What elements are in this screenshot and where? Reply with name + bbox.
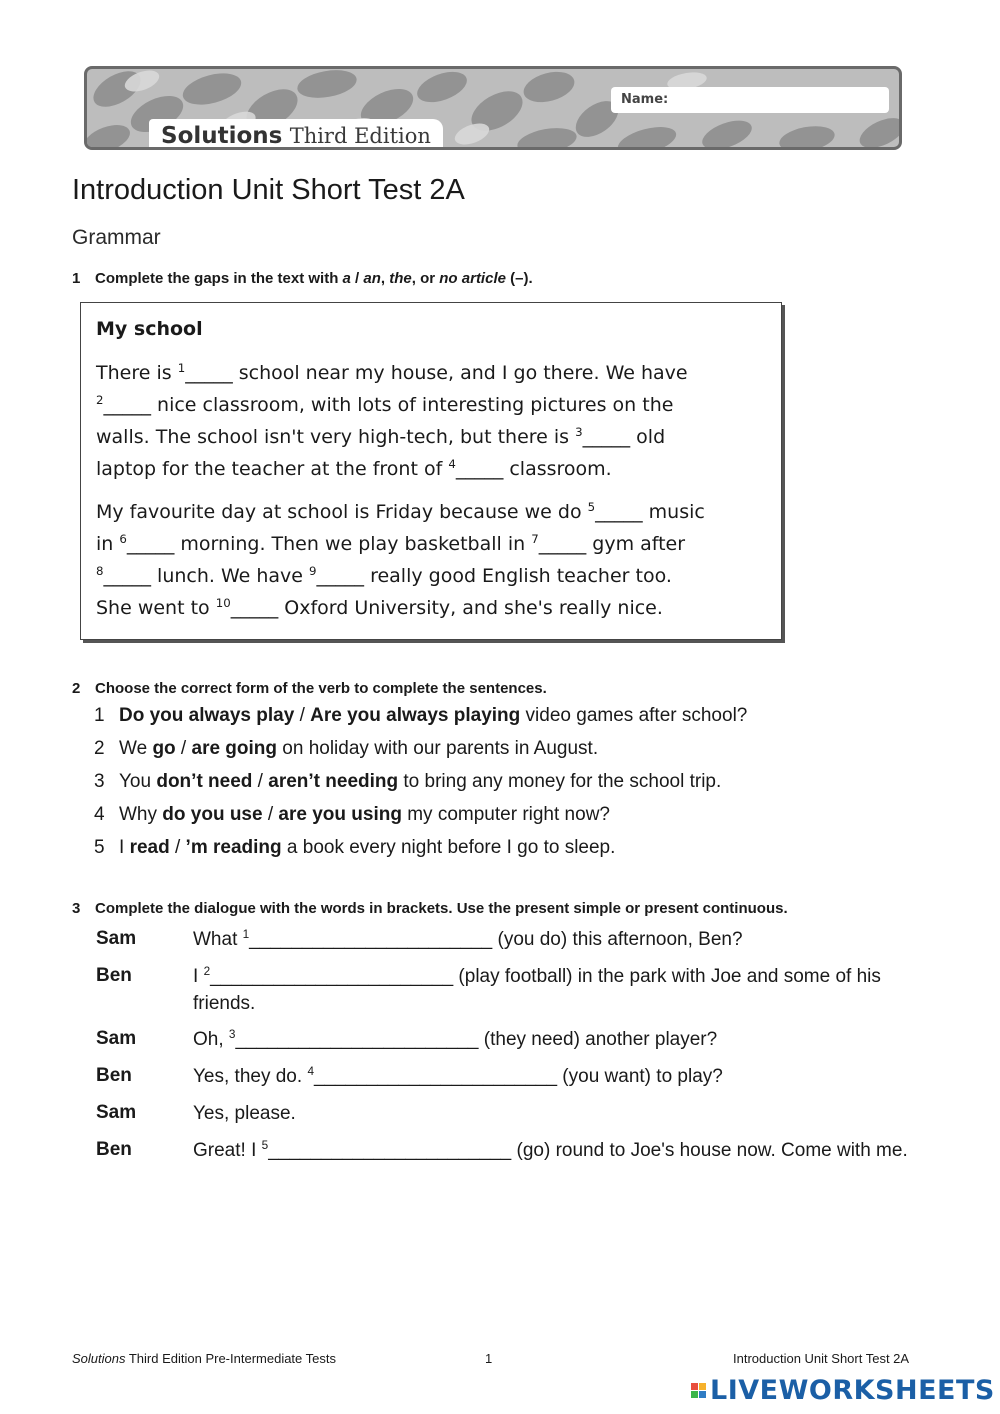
text: video games after school? [520, 705, 748, 726]
instr-part: , [380, 270, 390, 287]
separator: / [169, 837, 186, 858]
passage-line [96, 501, 705, 523]
page-number: 1 [485, 1351, 493, 1366]
footer-series: Solutions [72, 1351, 126, 1366]
text: We [119, 738, 153, 759]
passage-line [96, 458, 612, 480]
text: (you want) to play? [557, 1066, 723, 1087]
gap-number: 1 [177, 360, 186, 375]
speaker-name: Sam [96, 1028, 137, 1049]
text: I [193, 966, 204, 987]
text: my computer right now? [401, 804, 610, 825]
gap-number: 5 [587, 499, 596, 514]
text: _____ school near my house, and I go there. We have [185, 362, 688, 384]
separator: / [294, 705, 311, 726]
item-number: 4 [94, 804, 105, 825]
text: walls. The school isn't very high-tech, but there is [96, 426, 576, 448]
dialogue-line [193, 1026, 923, 1053]
dialogue-line [193, 1137, 923, 1164]
text: _____ morning. Then we play basketball in [126, 533, 532, 555]
exercise-3-instruction [72, 900, 788, 917]
instr-part: / [350, 270, 364, 287]
separator: / [262, 804, 279, 825]
text: _____ really good English teacher too. [316, 565, 672, 587]
text: _____ Oxford University, and she's really nice. [230, 597, 663, 619]
text: What [193, 929, 243, 950]
sentence-item [94, 837, 615, 859]
exercise-number: 1 [72, 270, 81, 287]
header-banner [84, 66, 902, 150]
option-2[interactable]: are going [191, 738, 278, 759]
text: on holiday with our parents in August. [277, 738, 599, 759]
text: Yes, please. [193, 1103, 296, 1124]
instr-part: , or [411, 270, 440, 287]
brand-logo [149, 119, 443, 150]
instr-part: no article [439, 270, 506, 287]
logo-square [691, 1391, 698, 1398]
item-number: 3 [94, 771, 105, 792]
logo-text: LIVEWORKSHEETS [710, 1374, 995, 1406]
text: (go) round to Joe's house now. Come with me. [511, 1140, 908, 1161]
gap-number: 4 [448, 456, 456, 471]
gap-number: 2 [96, 392, 104, 407]
answer-gap[interactable]: _______________________ [313, 1066, 558, 1087]
answer-gap[interactable]: _______________________ [249, 929, 493, 950]
option-1[interactable]: read [129, 837, 170, 858]
name-label: Name: [621, 92, 669, 107]
exercise-1-instruction [72, 270, 533, 287]
answer-gap[interactable]: _______________________ [268, 1140, 512, 1161]
speaker-name: Ben [96, 1065, 132, 1086]
logo-square [691, 1383, 698, 1390]
text: You [119, 771, 157, 792]
item-number: 5 [94, 837, 105, 858]
logo-square [699, 1391, 706, 1398]
text: (you do) this afternoon, Ben? [492, 929, 743, 950]
name-field[interactable] [611, 87, 889, 113]
text: _____ gym after [538, 533, 686, 555]
instruction-text: Complete the dialogue with the words in brackets. Use the present simple or present continuous. [95, 900, 788, 917]
liveworksheets-logo [691, 1376, 995, 1404]
option-2[interactable]: aren’t needing [268, 771, 399, 792]
item-number: 2 [94, 738, 105, 759]
passage-line [96, 533, 685, 555]
exercise-number: 3 [72, 900, 81, 917]
separator: / [175, 738, 192, 759]
text: I [119, 837, 130, 858]
brand-bold: Solutions [161, 123, 283, 149]
gap-number: 9 [309, 563, 317, 578]
instr-part: Complete the gaps in the text with [95, 270, 343, 287]
text: There is [96, 362, 178, 384]
instr-part: a [342, 270, 351, 287]
option-2[interactable]: are you using [278, 804, 402, 825]
brand-edition: Third Edition [289, 124, 431, 148]
sentence-item [94, 738, 598, 760]
instr-part: an [363, 270, 381, 287]
answer-gap[interactable]: _______________________ [235, 1029, 479, 1050]
text: laptop for the teacher at the front of [96, 458, 449, 480]
dialogue-line [193, 1100, 923, 1127]
text: in [96, 533, 120, 555]
gap-number: 4 [307, 1064, 314, 1078]
text: a book every night before I go to sleep. [281, 837, 616, 858]
text: _____ classroom. [455, 458, 612, 480]
instr-part: (–). [505, 270, 533, 287]
gap-number: 10 [215, 595, 231, 610]
gap-number: 6 [119, 531, 127, 546]
speaker-name: Sam [96, 928, 137, 949]
section-heading: Grammar [72, 226, 161, 249]
option-2[interactable]: Are you always playing [310, 705, 521, 726]
text: (play football) in the park with Joe and some of his friends. [193, 966, 881, 1014]
option-1[interactable]: don’t need [156, 771, 253, 792]
speaker-name: Ben [96, 965, 132, 986]
option-1[interactable]: go [152, 738, 176, 759]
sentence-item [94, 705, 747, 727]
text: Oh, [193, 1029, 229, 1050]
footer-right: Introduction Unit Short Test 2A [733, 1351, 910, 1366]
logo-square [699, 1383, 706, 1390]
passage-line [96, 565, 672, 587]
passage-line [96, 394, 673, 416]
instruction-text: Choose the correct form of the verb to complete the sentences. [95, 680, 547, 697]
logo-icon [691, 1383, 706, 1398]
text: Why [119, 804, 163, 825]
instr-part: the [389, 270, 412, 287]
text: Yes, they do. [193, 1066, 308, 1087]
gap-number: 8 [96, 563, 104, 578]
dialogue-line [193, 926, 923, 953]
separator: / [252, 771, 269, 792]
gap-number: 7 [531, 531, 539, 546]
text: to bring any money for the school trip. [398, 771, 722, 792]
text: She went to [96, 597, 216, 619]
sentence-item [94, 804, 610, 826]
gap-number: 3 [575, 424, 583, 439]
exercise-number: 2 [72, 680, 81, 697]
sentence-item [94, 771, 721, 793]
speaker-name: Ben [96, 1139, 132, 1160]
dialogue-line [193, 963, 923, 1017]
text: (they need) another player? [478, 1029, 718, 1050]
footer-left [72, 1351, 336, 1366]
passage-line [96, 597, 663, 619]
exercise-2-instruction [72, 680, 547, 697]
passage-line [96, 362, 688, 384]
passage-title: My school [96, 318, 203, 340]
footer-book: Third Edition Pre-Intermediate Tests [125, 1351, 336, 1366]
option-2[interactable]: ’m reading [185, 837, 282, 858]
text: _____ old [582, 426, 666, 448]
option-1[interactable]: do you use [162, 804, 263, 825]
gap-number: 3 [228, 1027, 236, 1041]
text: _____ music [595, 501, 705, 523]
text: _____ nice classroom, with lots of interesting pictures on the [103, 394, 674, 416]
speaker-name: Sam [96, 1102, 137, 1123]
option-1[interactable]: Do you always play [119, 705, 295, 726]
gap-number: 2 [203, 964, 211, 978]
text: _____ lunch. We have [103, 565, 310, 587]
item-number: 1 [94, 705, 105, 726]
gap-number: 5 [261, 1138, 269, 1152]
answer-gap[interactable]: _______________________ [210, 966, 454, 987]
passage-line [96, 426, 665, 448]
text: Great! I [193, 1140, 262, 1161]
gap-number: 1 [242, 927, 250, 941]
dialogue-line [193, 1063, 923, 1090]
text: My favourite day at school is Friday because we do [96, 501, 588, 523]
page-title: Introduction Unit Short Test 2A [72, 174, 465, 206]
